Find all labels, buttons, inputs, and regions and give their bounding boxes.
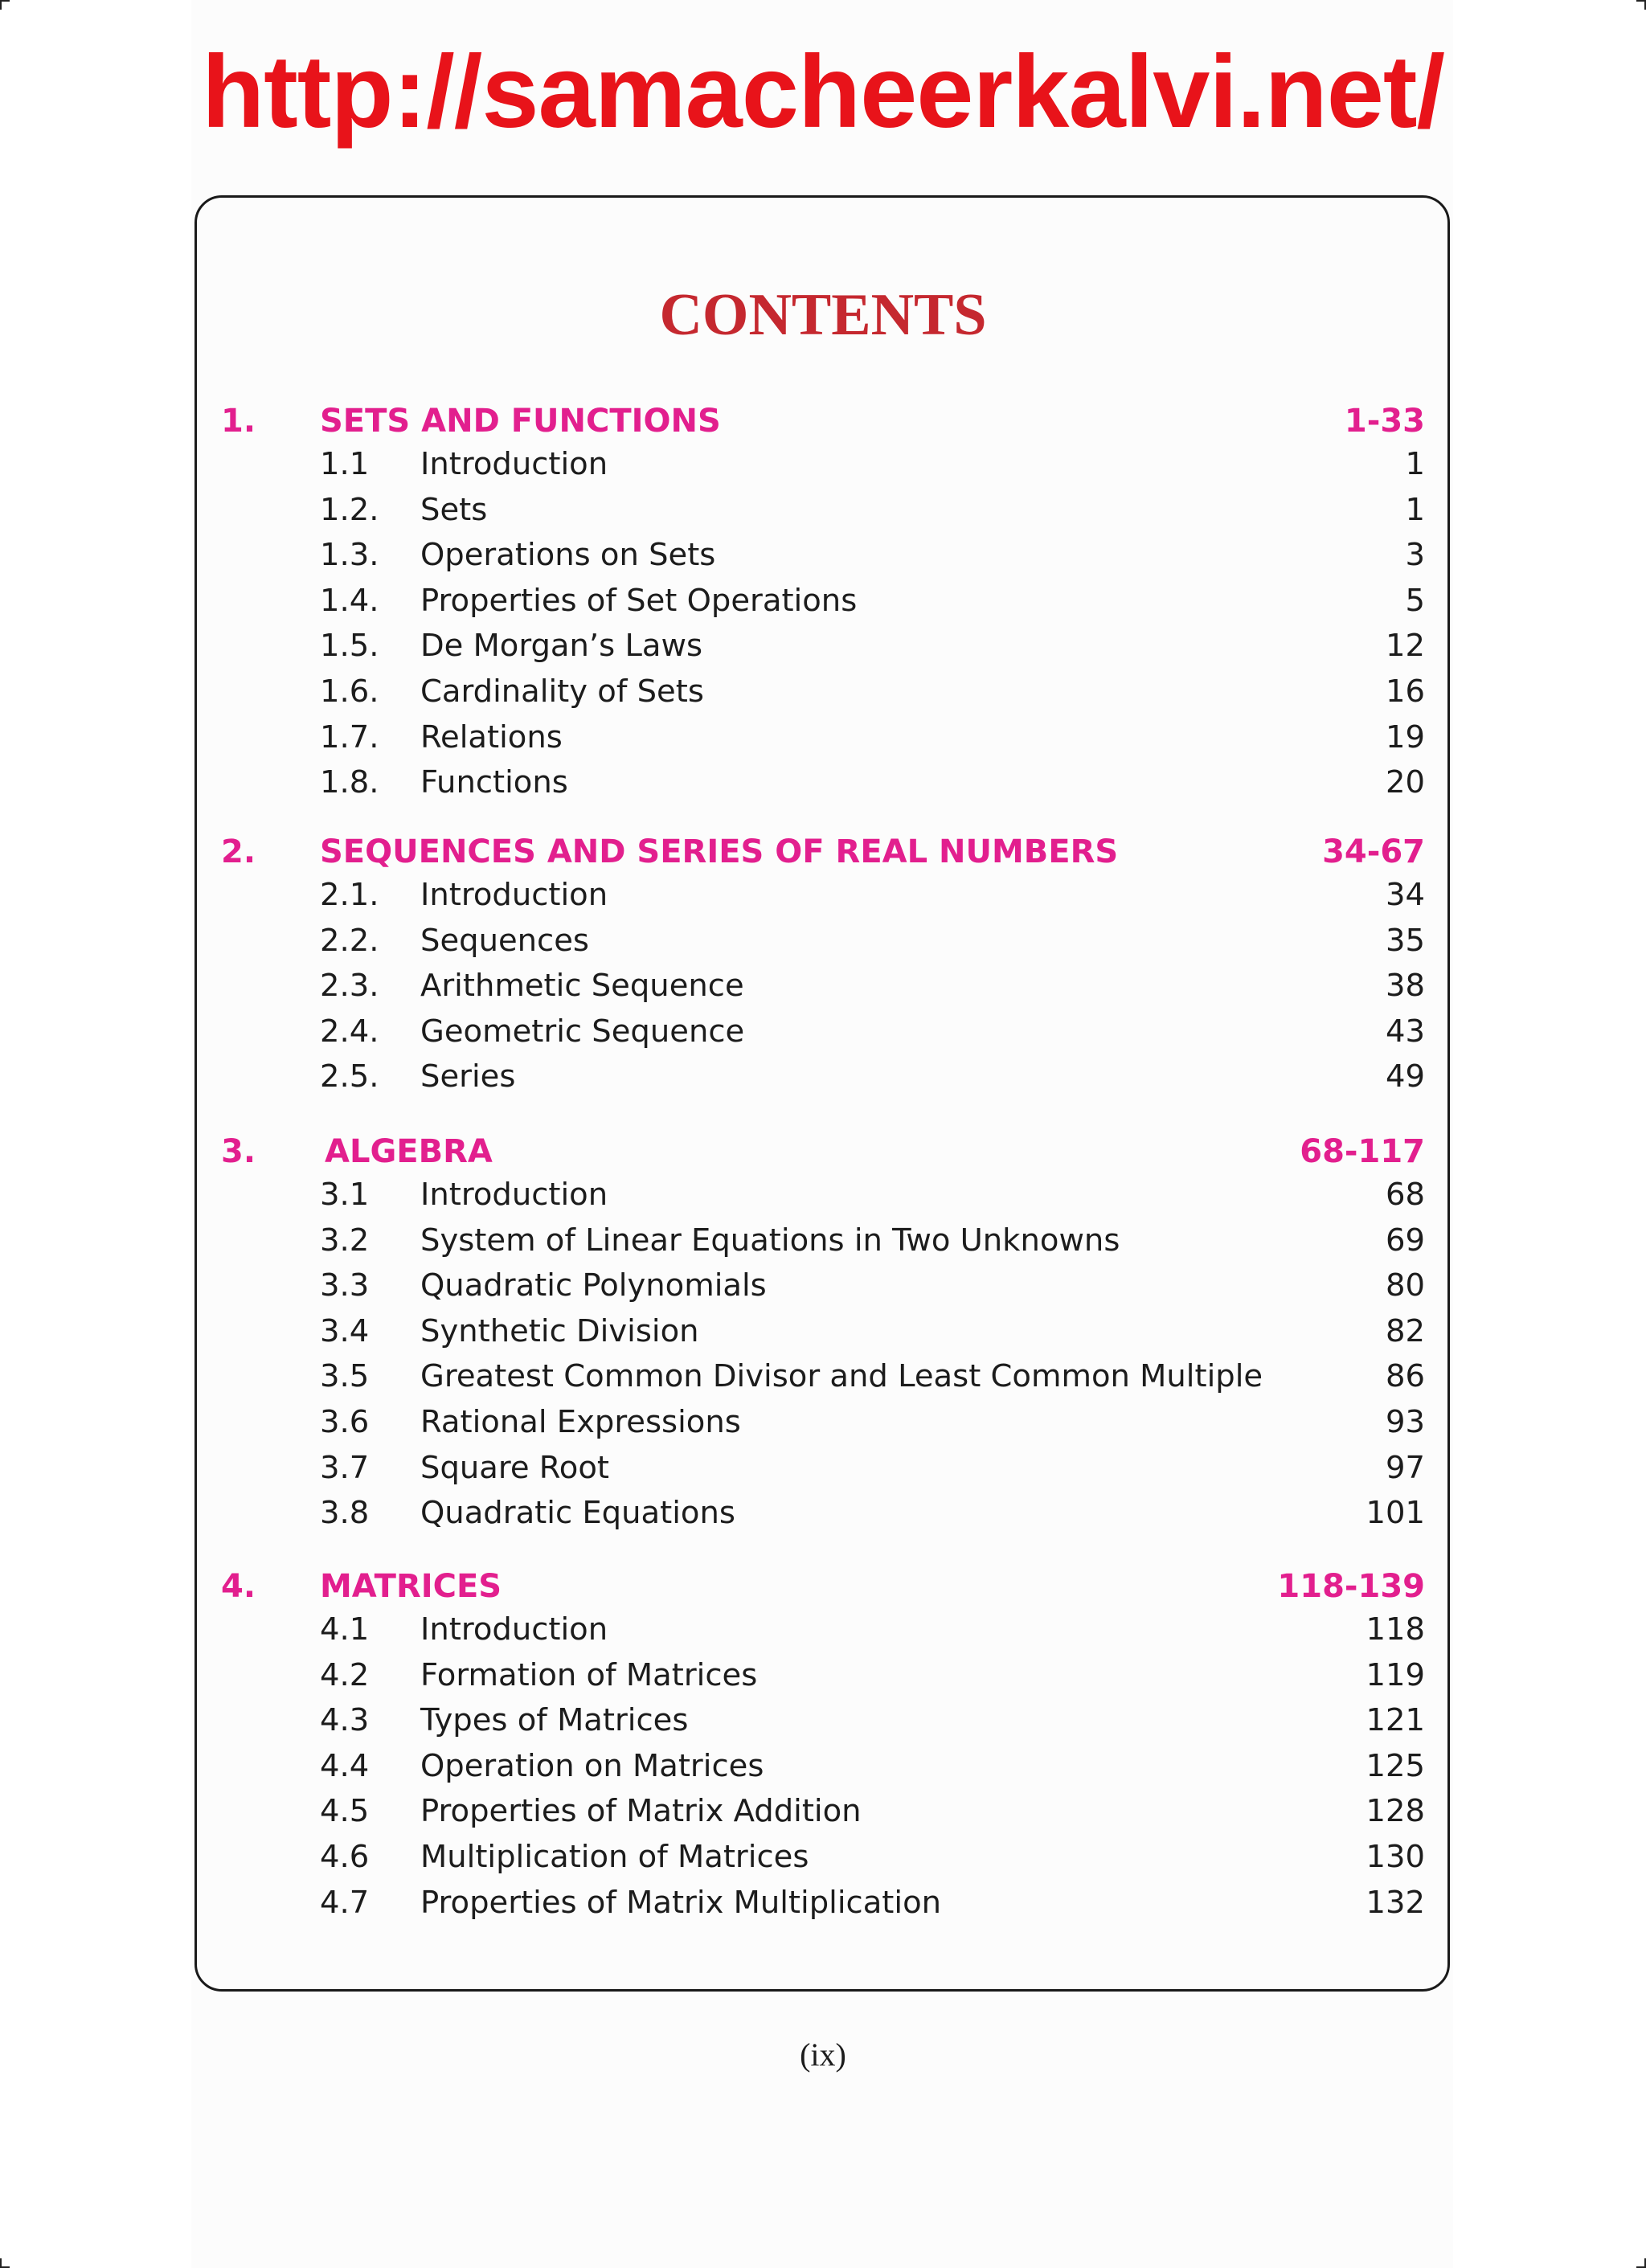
section-title: Series [420,1058,516,1095]
section-row[interactable] [0,1400,1646,1445]
section-number: 3.7 [320,1449,370,1486]
chapter-page-range: 34-67 [1322,833,1425,870]
section-page: 93 [1386,1404,1425,1440]
section-number: 1.4. [320,582,379,619]
section-page: 68 [1386,1177,1425,1213]
chapter-title: ALGEBRA [325,1133,493,1170]
section-title: Functions [420,764,568,801]
section-row[interactable] [0,1009,1646,1054]
section-number: 4.7 [320,1884,370,1921]
chapter-number: 1. [221,403,256,440]
section-row[interactable] [0,1354,1646,1399]
section-page: 5 [1405,582,1425,619]
section-page: 125 [1366,1747,1425,1784]
section-number: 1.2. [320,491,379,528]
section-number: 3.8 [320,1495,370,1532]
section-title: Properties of Matrix Addition [420,1793,862,1830]
chapter-row[interactable] [0,1564,1646,1609]
section-number: 4.4 [320,1747,370,1784]
chapter-page-range: 118-139 [1277,1568,1425,1605]
section-title: Operations on Sets [420,537,716,574]
section-page: 118 [1366,1611,1425,1648]
section-title: Formation of Matrices [420,1656,758,1693]
section-page: 35 [1386,922,1425,959]
section-page: 86 [1386,1358,1425,1395]
section-number: 1.7. [320,718,379,755]
section-row[interactable] [0,1744,1646,1789]
section-page: 20 [1386,764,1425,801]
section-number: 3.5 [320,1358,370,1395]
section-number: 2.2. [320,922,379,959]
section-page: 1 [1405,446,1425,482]
page-number: (ix) [800,2037,846,2073]
section-row[interactable] [0,964,1646,1009]
section-row[interactable] [0,1309,1646,1354]
section-page: 119 [1366,1656,1425,1693]
section-page: 12 [1386,628,1425,665]
chapter-number: 2. [221,833,256,870]
section-row[interactable] [0,624,1646,669]
section-row[interactable] [0,1789,1646,1834]
section-row[interactable] [0,760,1646,805]
section-page: 80 [1386,1267,1425,1304]
section-row[interactable] [0,1173,1646,1218]
section-number: 1.1 [320,446,370,482]
section-title: Relations [420,718,563,755]
section-row[interactable] [0,1054,1646,1099]
chapter-page-range: 68-117 [1300,1133,1425,1170]
chapter-page-range: 1-33 [1344,403,1425,440]
section-page: 69 [1386,1222,1425,1259]
section-title: Rational Expressions [420,1404,741,1440]
section-title: Sets [420,491,488,528]
section-page: 3 [1405,537,1425,574]
section-row[interactable] [0,873,1646,918]
section-page: 132 [1366,1884,1425,1921]
section-number: 4.5 [320,1793,370,1830]
section-page: 19 [1386,718,1425,755]
section-page: 38 [1386,968,1425,1005]
section-row[interactable] [0,533,1646,578]
section-page: 82 [1386,1312,1425,1349]
section-number: 3.4 [320,1312,370,1349]
section-title: Quadratic Polynomials [420,1267,767,1304]
section-row[interactable] [0,919,1646,964]
site-url-header[interactable]: http://samacheerkalvi.net/ [201,35,1445,149]
section-number: 3.6 [320,1404,370,1440]
section-row[interactable] [0,1881,1646,1926]
section-number: 2.3. [320,968,379,1005]
section-title: Greatest Common Divisor and Least Common Multiple [420,1358,1263,1395]
section-title: Introduction [420,877,608,913]
section-title: Introduction [420,1611,608,1648]
section-row[interactable] [0,1218,1646,1263]
section-row[interactable] [0,1835,1646,1880]
section-number: 4.1 [320,1611,370,1648]
section-title: Arithmetic Sequence [420,968,744,1005]
section-page: 97 [1386,1449,1425,1486]
section-number: 3.1 [320,1177,370,1213]
section-row[interactable] [0,1446,1646,1491]
section-number: 2.1. [320,877,379,913]
section-number: 4.3 [320,1702,370,1739]
section-number: 3.3 [320,1267,370,1304]
section-row[interactable] [0,1491,1646,1536]
chapter-title: MATRICES [320,1568,502,1605]
section-title: Quadratic Equations [420,1495,735,1532]
section-title: Introduction [420,446,608,482]
section-row[interactable] [0,715,1646,760]
section-row[interactable] [0,1607,1646,1652]
section-page: 1 [1405,491,1425,528]
chapter-row[interactable] [0,399,1646,444]
section-title: Types of Matrices [420,1702,689,1739]
section-title: Sequences [420,922,589,959]
section-row[interactable] [0,669,1646,714]
chapter-row[interactable] [0,1129,1646,1174]
section-page: 43 [1386,1013,1425,1050]
section-number: 4.6 [320,1839,370,1875]
section-title: Synthetic Division [420,1312,699,1349]
section-title: Cardinality of Sets [420,673,704,710]
section-number: 1.6. [320,673,379,710]
section-title: De Morgan’s Laws [420,628,703,665]
section-title: Multiplication of Matrices [420,1839,809,1875]
section-number: 1.5. [320,628,379,665]
chapter-title: SETS AND FUNCTIONS [320,403,721,440]
section-page: 16 [1386,673,1425,710]
section-title: Introduction [420,1177,608,1213]
section-row[interactable] [0,579,1646,624]
section-title: Operation on Matrices [420,1747,764,1784]
section-title: Properties of Set Operations [420,582,858,619]
section-page: 34 [1386,877,1425,913]
section-number: 1.3. [320,537,379,574]
section-page: 128 [1366,1793,1425,1830]
section-number: 1.8. [320,764,379,801]
contents-title: CONTENTS [659,282,987,348]
section-page: 130 [1366,1839,1425,1875]
section-page: 49 [1386,1058,1425,1095]
section-page: 101 [1366,1495,1425,1532]
chapter-title: SEQUENCES AND SERIES OF REAL NUMBERS [320,833,1119,870]
section-title: Square Root [420,1449,610,1486]
section-number: 4.2 [320,1656,370,1693]
chapter-row[interactable] [0,829,1646,874]
section-title: Properties of Matrix Multiplication [420,1884,942,1921]
section-number: 3.2 [320,1222,370,1259]
section-title: Geometric Sequence [420,1013,745,1050]
section-row[interactable] [0,1698,1646,1743]
section-number: 2.5. [320,1058,379,1095]
chapter-number: 3. [221,1133,256,1170]
section-row[interactable] [0,1653,1646,1698]
section-page: 121 [1366,1702,1425,1739]
section-number: 2.4. [320,1013,379,1050]
section-row[interactable] [0,488,1646,533]
chapter-number: 4. [221,1568,256,1605]
section-title: System of Linear Equations in Two Unknowns [420,1222,1120,1259]
section-row[interactable] [0,442,1646,487]
section-row[interactable] [0,1263,1646,1308]
